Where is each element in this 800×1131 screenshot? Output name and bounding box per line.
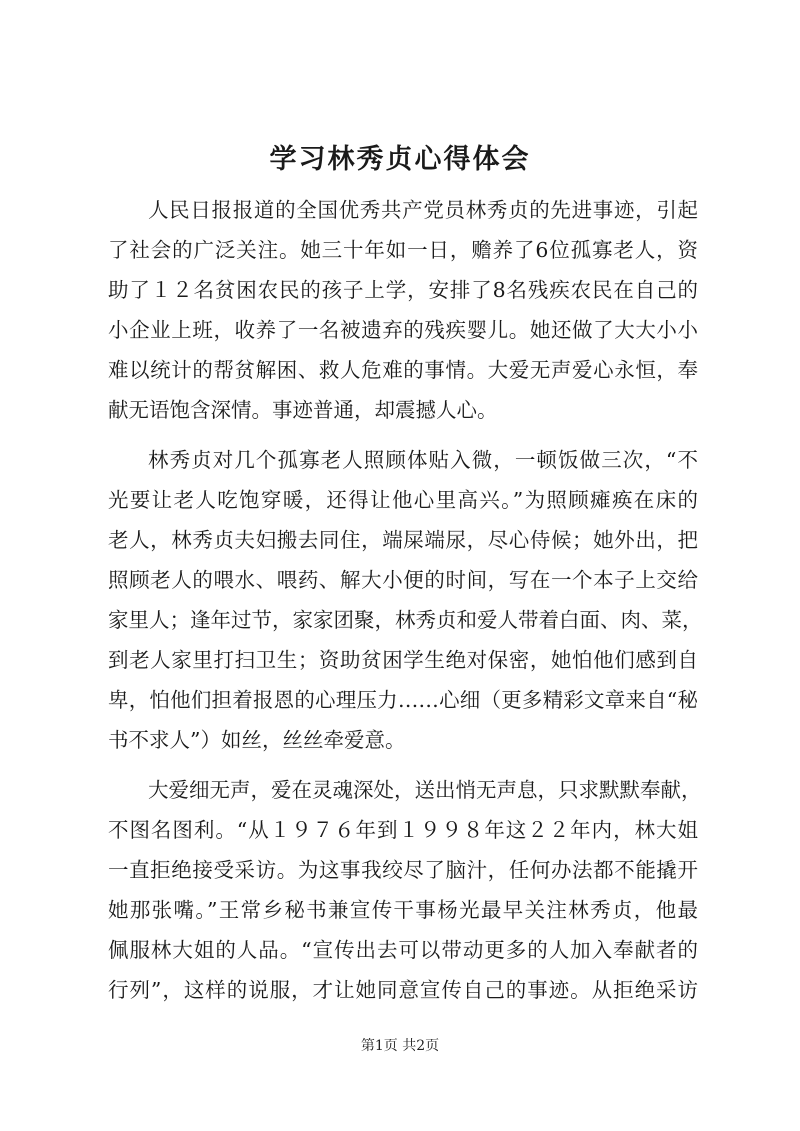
paragraph-line: 不图名图利。“从１９７６年到１９９８年这２２年内，林大姐 [108,818,698,842]
paragraph-line: 大爱细无声，爱在灵魂深处，送出悄无声息，只求默默奉献， [148,778,702,802]
paragraph-line: 林秀贞对几个孤寡老人照顾体贴入微，一顿饭做三次，“不 [148,448,698,472]
paragraph-line: 了社会的广泛关注。她三十年如一日，赡养了6位孤寡老人，资 [108,238,698,262]
paragraph-line: 她那张嘴。”王常乡秘书兼宣传干事杨光最早关注林秀贞，他最 [108,898,698,922]
paragraph-line: 佩服林大姐的人品。“宣传出去可以带动更多的人加入奉献者的 [108,938,698,962]
paragraph-line: 小企业上班，收养了一名被遗弃的残疾婴儿。她还做了大大小小 [108,318,698,342]
paragraph-line: 卑，怕他们担着报恩的心理压力……心细（更多精彩文章来自“秘 [108,688,698,712]
page-footer: 第1页 共2页 [360,1038,440,1054]
paragraph-line: 一直拒绝接受采访。为这事我绞尽了脑汁，任何办法都不能撬开 [108,858,698,882]
paragraph-line: 到老人家里打扫卫生；资助贫困学生绝对保密，她怕他们感到自 [108,648,698,672]
paragraph-2 [108,440,703,760]
paragraph-line: 老人，林秀贞夫妇搬去同住，端屎端尿，尽心侍候；她外出，把 [108,528,698,552]
paragraph-line: 书不求人”）如丝，丝丝牵爱意。 [108,728,406,752]
paragraph-line: 家里人；逢年过节，家家团聚，林秀贞和爱人带着白面、肉、菜， [108,608,703,632]
paragraph-line: 人民日报报道的全国优秀共产党员林秀贞的先进事迹，引起 [148,198,698,222]
paragraph-line: 助了１２名贫困农民的孩子上学，安排了8名残疾农民在自己的 [108,278,698,302]
paragraph-3 [108,770,702,1010]
paragraph-1 [108,190,698,430]
paragraph-line: 行列”，这样的说服，才让她同意宣传自己的事迹。从拒绝采访 [108,978,698,1002]
paragraph-line: 难以统计的帮贫解困、救人危难的事情。大爱无声爱心永恒，奉 [108,358,698,382]
document-body [108,190,703,1010]
document-title: 学习林秀贞心得体会 [269,144,531,175]
paragraph-line: 献无语饱含深情。事迹普通，却震撼人心。 [108,398,498,422]
paragraph-line: 光要让老人吃饱穿暖，还得让他心里高兴。”为照顾瘫痪在床的 [108,488,698,512]
paragraph-line: 照顾老人的喂水、喂药、解大小便的时间，写在一个本子上交给 [108,568,698,592]
